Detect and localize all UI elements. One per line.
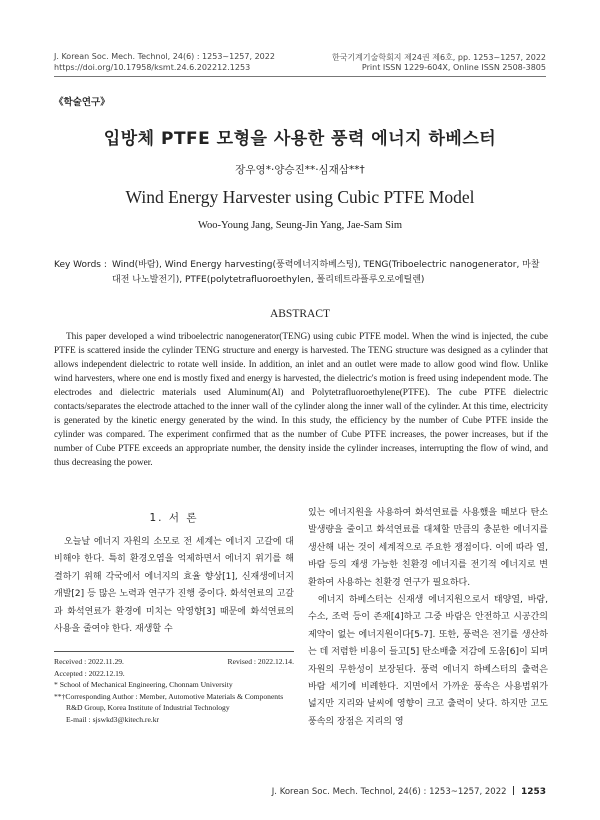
author-email[interactable]: E-mail : sjswkd3@kitech.re.kr	[66, 714, 160, 724]
title-english: Wind Energy Harvester using Cubic PTFE Model	[125, 187, 475, 207]
footer-journal: J. Korean Soc. Mech. Technol, 24(6) : 1253~1257, 2022	[271, 787, 507, 797]
section-1-title: 1. 서 론	[149, 512, 199, 524]
intro-paragraph-1-cont: 있는 에너지원을 사용하여 화석연료를 사용했을 때보다 탄소 발생량을 줄이고 화석연료를 대체할 만큼의 충분한 에너지를 생산해 내는 것이 세계적으로 주요한 쟁점이다. 이에 따라 열, 바람 등의 재생 가능한 친환경 에너지를 전기적 에너지로 변환하여 사용하는 친환경 연구가 필요하다.	[308, 508, 548, 588]
right-column	[308, 505, 548, 731]
intro-paragraph-1: 오늘날 에너지 자원의 소모로 전 세계는 에너지 고갈에 대비해야 한다. 특히 환경오염을 억제하면서 에너지 위기를 해결하기 위해 각국에서 에너지의 효율 향상[1], 신재생에너지 개발[2] 등 많은 노력과 연구가 진행 중이다. 화석연료의 고갈과 화석연료가 환경에 미치는 악영향[3] 때문에 화석연료의 사용을 줄여야 한다. 재생할 수	[54, 537, 294, 635]
intro-paragraph-2: 에너지 하베스터는 신재생 에너지원으로서 태양열, 바람, 수소, 조력 등이 존재[4]하고 그중 바람은 안전하고 시공간의 제약이 없는 에너지원이다[5-7]. 또한, 풍력은 전기를 생산하는 데 저렴한 비용이 들고[5] 탄소배출 저감에 도움[6]이 되며 자원의 무한성이 보장된다. 풍력 에너지 하베스터의 출력은 바람 세기에 비례한다. 지면에서 가까운 풍속은 사용범위가 넓지만 지리와 날씨에 영향이 크고 출력이 낮다. 하지만 고도 풍속의 장점은 지리의 영	[308, 595, 548, 727]
authors-korean: 장우영*·양승진**·심재삼**†	[235, 164, 365, 176]
header-journal-ko: 한국기계기술학회지 제24권 제6호, pp. 1253~1257, 2022	[331, 53, 546, 62]
accepted-date: Accepted : 2022.12.19.	[54, 668, 125, 678]
title-korean: 입방체 PTFE 모형을 사용한 풍력 에너지 하베스터	[103, 129, 497, 149]
keywords-label: Key Words :	[54, 260, 107, 270]
header-doi[interactable]: https://doi.org/10.17958/ksmt.24.6.202212.1253	[54, 63, 251, 72]
header-journal-en: J. Korean Soc. Mech. Technol, 24(6) : 1253~1257, 2022	[54, 52, 275, 61]
affiliation-corresponding: **†Corresponding Author : Member, Automotive Materials & Components R&D Group, Korea Institute of Industrial Technology	[54, 691, 284, 712]
affiliation-1: * School of Mechanical Engineering, Chonnam University	[54, 680, 233, 689]
page-number: 1253	[520, 787, 546, 797]
revised-date: Revised : 2022.12.14.	[227, 657, 294, 666]
header-issn: Print ISSN 1229-604X, Online ISSN 2508-3805	[361, 63, 546, 72]
keywords-text: Wind(바람), Wind Energy harvesting(풍력에너지하베스팅), TENG(Triboelectric nanogenerator, 마찰대전 나노발전기), PTFE(polytetrafluoroethylen, 폴리테트라플루오로에틸렌)	[112, 260, 540, 285]
footnote-rule	[54, 651, 294, 652]
footer-divider	[513, 786, 514, 795]
footer	[272, 786, 546, 797]
authors-english: Woo-Young Jang, Seung-Jin Yang, Jae-Sam Sim	[197, 220, 403, 231]
received-date: Received : 2022.11.29.	[54, 657, 124, 666]
header-rule	[54, 76, 546, 77]
abstract-body: This paper developed a wind triboelectric nanogenerator(TENG) using cubic PTFE model. When the wind is injected, the cube PTFE is scattered inside the cylinder TENG structure and energy is harvested. The TENG structure was designed as a cylinder that allows independent dielectric to rotate well inside. In addition, an inlet and an outlet were made to allow good wind flow. Unlike wind harvesters, where one end is mostly fixed and energy is harvested, the dielectric's motion is freed using independent mode. The electrodes and dielectric materials used Aluminum(Al) and Polytetrafluoroethylene(PTFE). The cube PTFE dielectric contacts/separates the electrode attached to the inner wall of the cylinder along the inner wall of the cylinder. At this time, electricity is generated by the kinetic energy generated by the wind. In this study, the efficiency by the number of Cube PTFE inside the cylinder was compared. The experiment confirmed that as the number of Cube PTFE increases, the power increases, but if the number of Cube PTFE exceeds an appropriate number, the density inside the cylinder increases, interrupting the flow of wind, and thus decreasing the power.	[54, 332, 548, 468]
category-label: 《학술연구》	[54, 97, 110, 108]
footnotes	[54, 656, 294, 725]
abstract-title: ABSTRACT	[269, 308, 331, 320]
left-column	[54, 534, 294, 638]
